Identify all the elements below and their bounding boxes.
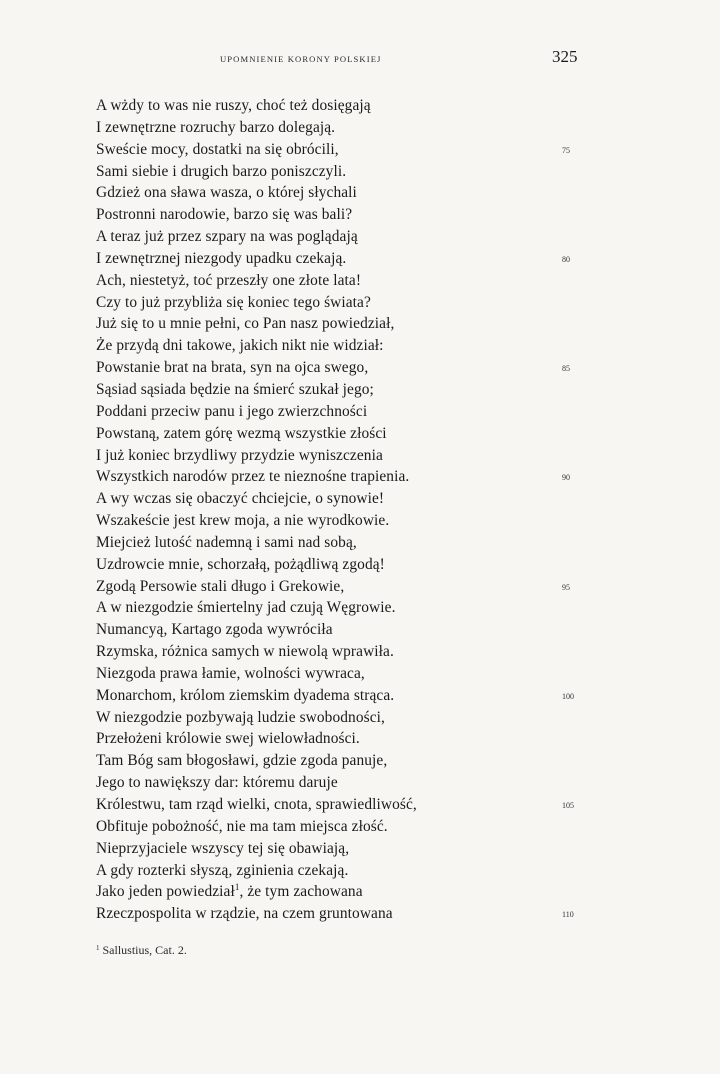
verse-text: Zgodą Persowie stali długo i Grekowie, (96, 577, 345, 595)
page-number: 325 (552, 47, 578, 66)
verse-text: Gdzież ona sława wasza, o której słychali (96, 184, 357, 202)
verse-line (96, 860, 536, 882)
verse-line (96, 794, 536, 816)
verse-line (96, 554, 536, 576)
verse-text: Rzeczpospolita w rządzie, na czem gruntowana (96, 905, 393, 923)
verse-text: Powstanie brat na brata, syn na ojca swego, (96, 359, 369, 377)
line-number: 75 (562, 145, 570, 155)
verse-line (96, 619, 536, 641)
verse-line (96, 772, 536, 794)
verse-line (96, 488, 536, 510)
verse-line (96, 182, 536, 204)
verse-text-continuation: , że tym zachowana (239, 883, 363, 901)
footnote-reference: 1 (234, 882, 240, 893)
verse-line (96, 204, 536, 226)
verse-text: Jako jeden powiedział (96, 883, 235, 901)
verse-text: Postronni narodowie, barzo się was bali? (96, 206, 353, 224)
verse-text: Nieprzyjaciele wszyscy tej się obawiają, (96, 839, 350, 857)
footnote-text: Sallustius, Cat. 2. (102, 943, 187, 957)
line-number: 110 (562, 910, 574, 920)
footnote (96, 943, 187, 958)
verse-text: Obfituje pobożność, nie ma tam miejsca złość. (96, 817, 388, 835)
verse-line (96, 379, 536, 401)
verse-text: Niezgoda prawa łamie, wolności wywraca, (96, 664, 365, 682)
verse-text: Sami siebie i drugich barzo poniszczyli. (96, 162, 347, 180)
verse-line (96, 248, 536, 270)
verse-line (96, 750, 536, 772)
verse-line (96, 903, 536, 925)
verse-line (96, 728, 536, 750)
verse-text: Powstaną, zatem górę wezmą wszystkie złości (96, 424, 387, 442)
verse-line (96, 401, 536, 423)
verse-line (96, 597, 536, 619)
verse-text: A w niezgodzie śmiertelny jad czują Węgrowie. (96, 599, 396, 617)
verse-text: A wżdy to was nie ruszy, choć też dosięgają (96, 97, 371, 114)
footnote-mark: 1 (96, 944, 100, 952)
verse-line (96, 881, 536, 903)
verse-text: Już się to u mnie pełni, co Pan nasz powiedział, (96, 315, 395, 333)
verse-line (96, 838, 536, 860)
verse-line (96, 685, 536, 707)
verse-text: Przełożeni królowie swej wielowładności. (96, 730, 360, 748)
verse-line (96, 357, 536, 379)
line-number: 90 (562, 473, 570, 483)
verse-line (96, 139, 536, 161)
verse-text: A teraz już przez szpary na was poglądają (96, 228, 358, 246)
verse-text: Czy to już przybliża się koniec tego świata? (96, 293, 371, 311)
line-number: 80 (562, 254, 570, 264)
verse-line (96, 641, 536, 663)
verse-text: Sweście mocy, dostatki na się obrócili, (96, 140, 339, 158)
verse-text: Jego to nawiększy dar: któremu daruje (96, 774, 338, 792)
verse-text: Sąsiad sąsiada będzie na śmierć szukał jego; (96, 380, 374, 398)
verse-line (96, 292, 536, 314)
verse-line (96, 532, 536, 554)
verse-line (96, 423, 536, 445)
verse-text: W niezgodzie pozbywają ludzie swobodności, (96, 708, 385, 726)
verse-line (96, 576, 536, 598)
verse-text: Wszystkich narodów przez te nieznośne trapienia. (96, 468, 410, 486)
verse-line (96, 161, 536, 183)
verse-line (96, 445, 536, 467)
verse-line (96, 117, 536, 139)
verse-line (96, 816, 536, 838)
verse-text: I już koniec brzydliwy przydzie wyniszczenia (96, 446, 383, 464)
line-number: 85 (562, 364, 570, 374)
verse-line (96, 663, 536, 685)
verse-text: Że przydą dni takowe, jakich nikt nie widział: (96, 337, 384, 355)
verse-line (96, 466, 536, 488)
verse-text: I zewnętrznej niezgody upadku czekają. (96, 249, 347, 267)
verse-line (96, 313, 536, 335)
verse-text: Wszakeście jest krew moja, a nie wyrodkowie. (96, 512, 390, 530)
line-number: 105 (562, 801, 574, 811)
verse-text: A gdy rozterki słyszą, zginienia czekają. (96, 861, 349, 879)
verse-text: Uzdrowcie mnie, schorzałą, pożądliwą zgodą! (96, 555, 385, 573)
verse-text: Poddani przeciw panu i jego zwierzchności (96, 402, 368, 420)
verse-line (96, 226, 536, 248)
line-number: 95 (562, 582, 570, 592)
poem-text (96, 95, 536, 925)
verse-text: Królestwu, tam rząd wielki, cnota, sprawiedliwość, (96, 796, 417, 813)
verse-text: Numancyą, Kartago zgoda wywróciła (96, 621, 333, 639)
verse-line (96, 707, 536, 729)
verse-text: Miejcież lutość nademną i sami nad sobą, (96, 533, 357, 551)
verse-line (96, 95, 536, 117)
verse-text: A wy wczas się obaczyć chciejcie, o synowie! (96, 490, 385, 508)
verse-text: I zewnętrzne rozruchy barzo dolegają. (96, 118, 336, 136)
verse-line (96, 510, 536, 532)
verse-text: Rzymska, różnica samych w niewolą wprawiła. (96, 643, 394, 661)
verse-line (96, 270, 536, 292)
running-header: UPOMNIENIE KORONY POLSKIEJ (220, 54, 382, 64)
verse-text: Monarchom, królom ziemskim dyadema strąca. (96, 686, 395, 704)
verse-text: Ach, niestetyż, toć przeszły one złote lata! (96, 271, 362, 289)
verse-text: Tam Bóg sam błogosławi, gdzie zgoda panuje, (96, 752, 388, 770)
line-number: 100 (562, 691, 574, 701)
verse-line (96, 335, 536, 357)
